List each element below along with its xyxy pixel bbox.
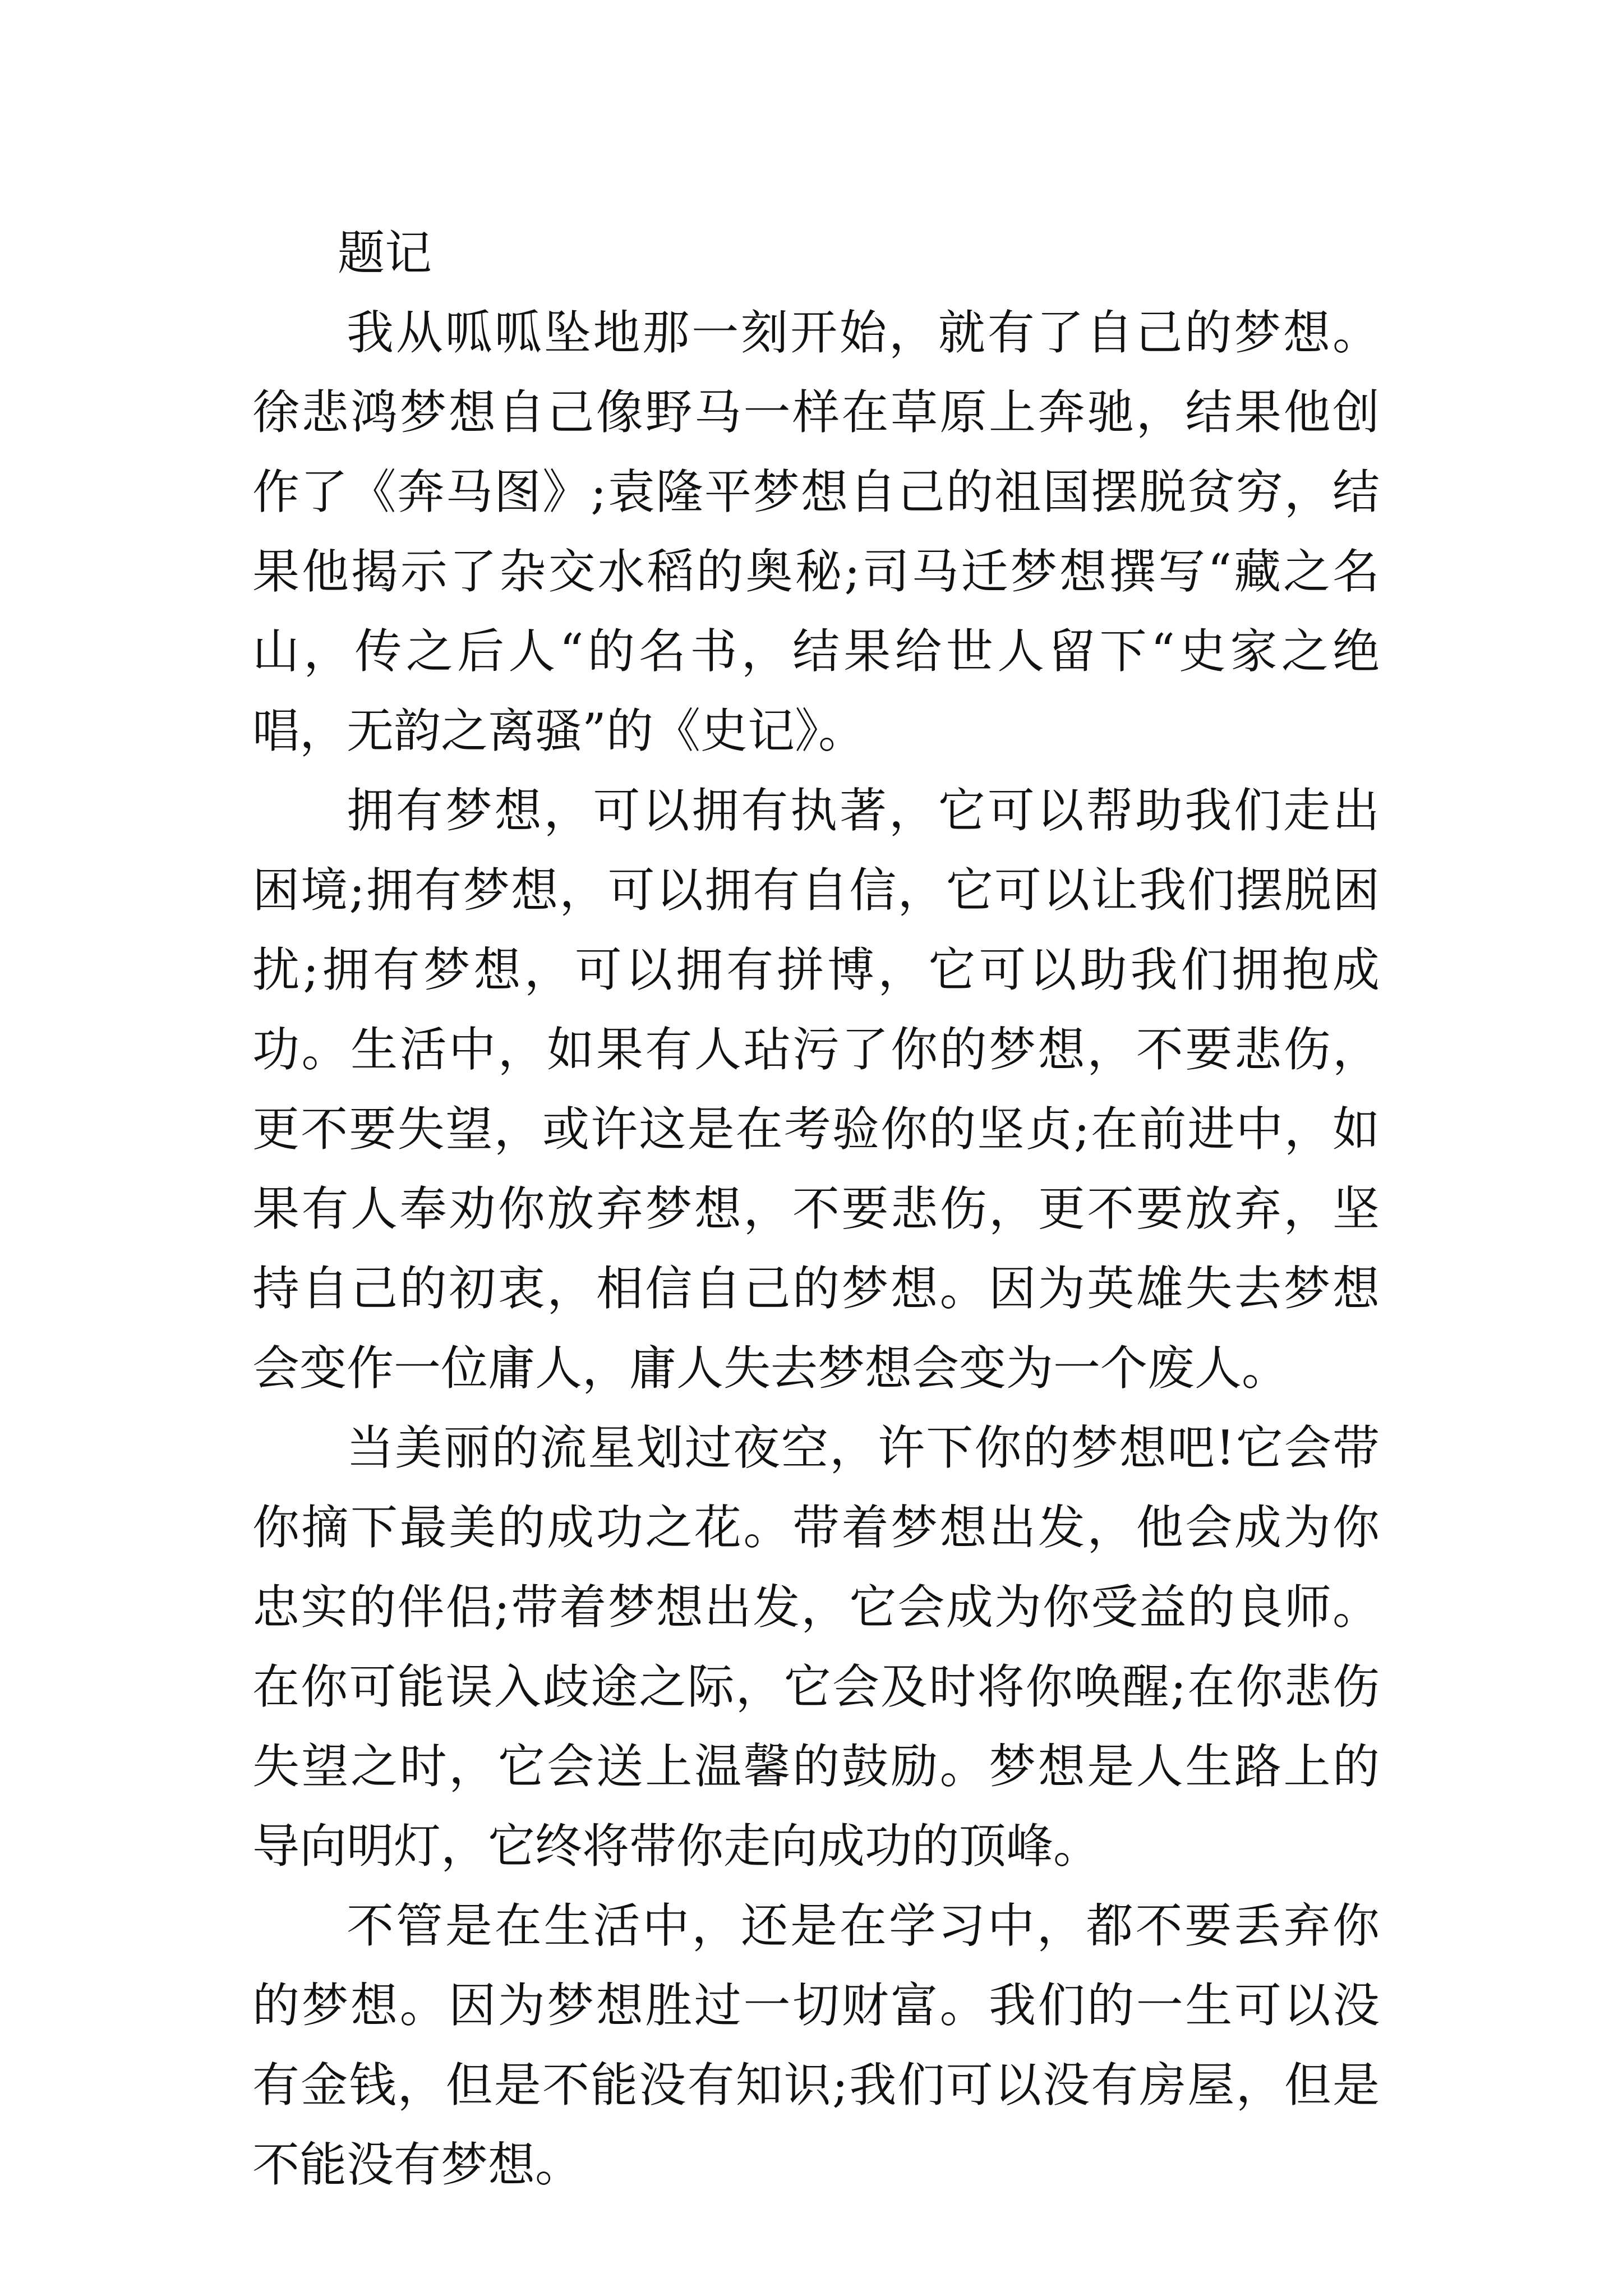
paragraph-3: 当美丽的流星划过夜空，许下你的梦想吧!它会带你摘下最美的成功之花。带着梦想出发，他会成为你忠实的伴侣;带着梦想出发，它会成为你受益的良师。在你可能误入歧途之际，它会及时将你唤醒;在你悲伤失望之时，它会送上温馨的鼓励。梦想是人生路上的导向明灯，它终将带你走向成功的顶峰。 — [252, 1420, 1380, 1874]
document-title: 题记 — [338, 226, 432, 280]
paragraph-4: 不管是在生活中，还是在学习中，都不要丢弃你的梦想。因为梦想胜过一切财富。我们的一生可以没有金钱，但是不能没有知识;我们可以没有房屋，但是不能没有梦想。 — [252, 1898, 1380, 2192]
paragraph-2: 拥有梦想，可以拥有执著，它可以帮助我们走出困境;拥有梦想，可以拥有自信，它可以让我们摆脱困扰;拥有梦想，可以拥有拼博，它可以助我们拥抱成功。生活中，如果有人玷污了你的梦想，不要悲伤，更不要失望，或许这是在考验你的坚贞;在前进中，如果有人奉劝你放弃梦想，不要悲伤，更不要放弃，坚持自己的初衷，相信自己的梦想。因为英雄失去梦想会变作一位庸人，庸人失去梦想会变为一个废人。 — [252, 783, 1380, 1396]
document-body — [252, 213, 1380, 2205]
paragraph-1: 我从呱呱坠地那一刻开始，就有了自己的梦想。徐悲鸿梦想自己像野马一样在草原上奔驰，结果他创作了《奔马图》;袁隆平梦想自己的祖国摆脱贫穷，结果他揭示了杂交水稻的奥秘;司马迁梦想撰写“藏之名山，传之后人“的名书，结果给世人留下“史家之绝唱，无韵之离骚”的《史记》。 — [252, 305, 1380, 758]
